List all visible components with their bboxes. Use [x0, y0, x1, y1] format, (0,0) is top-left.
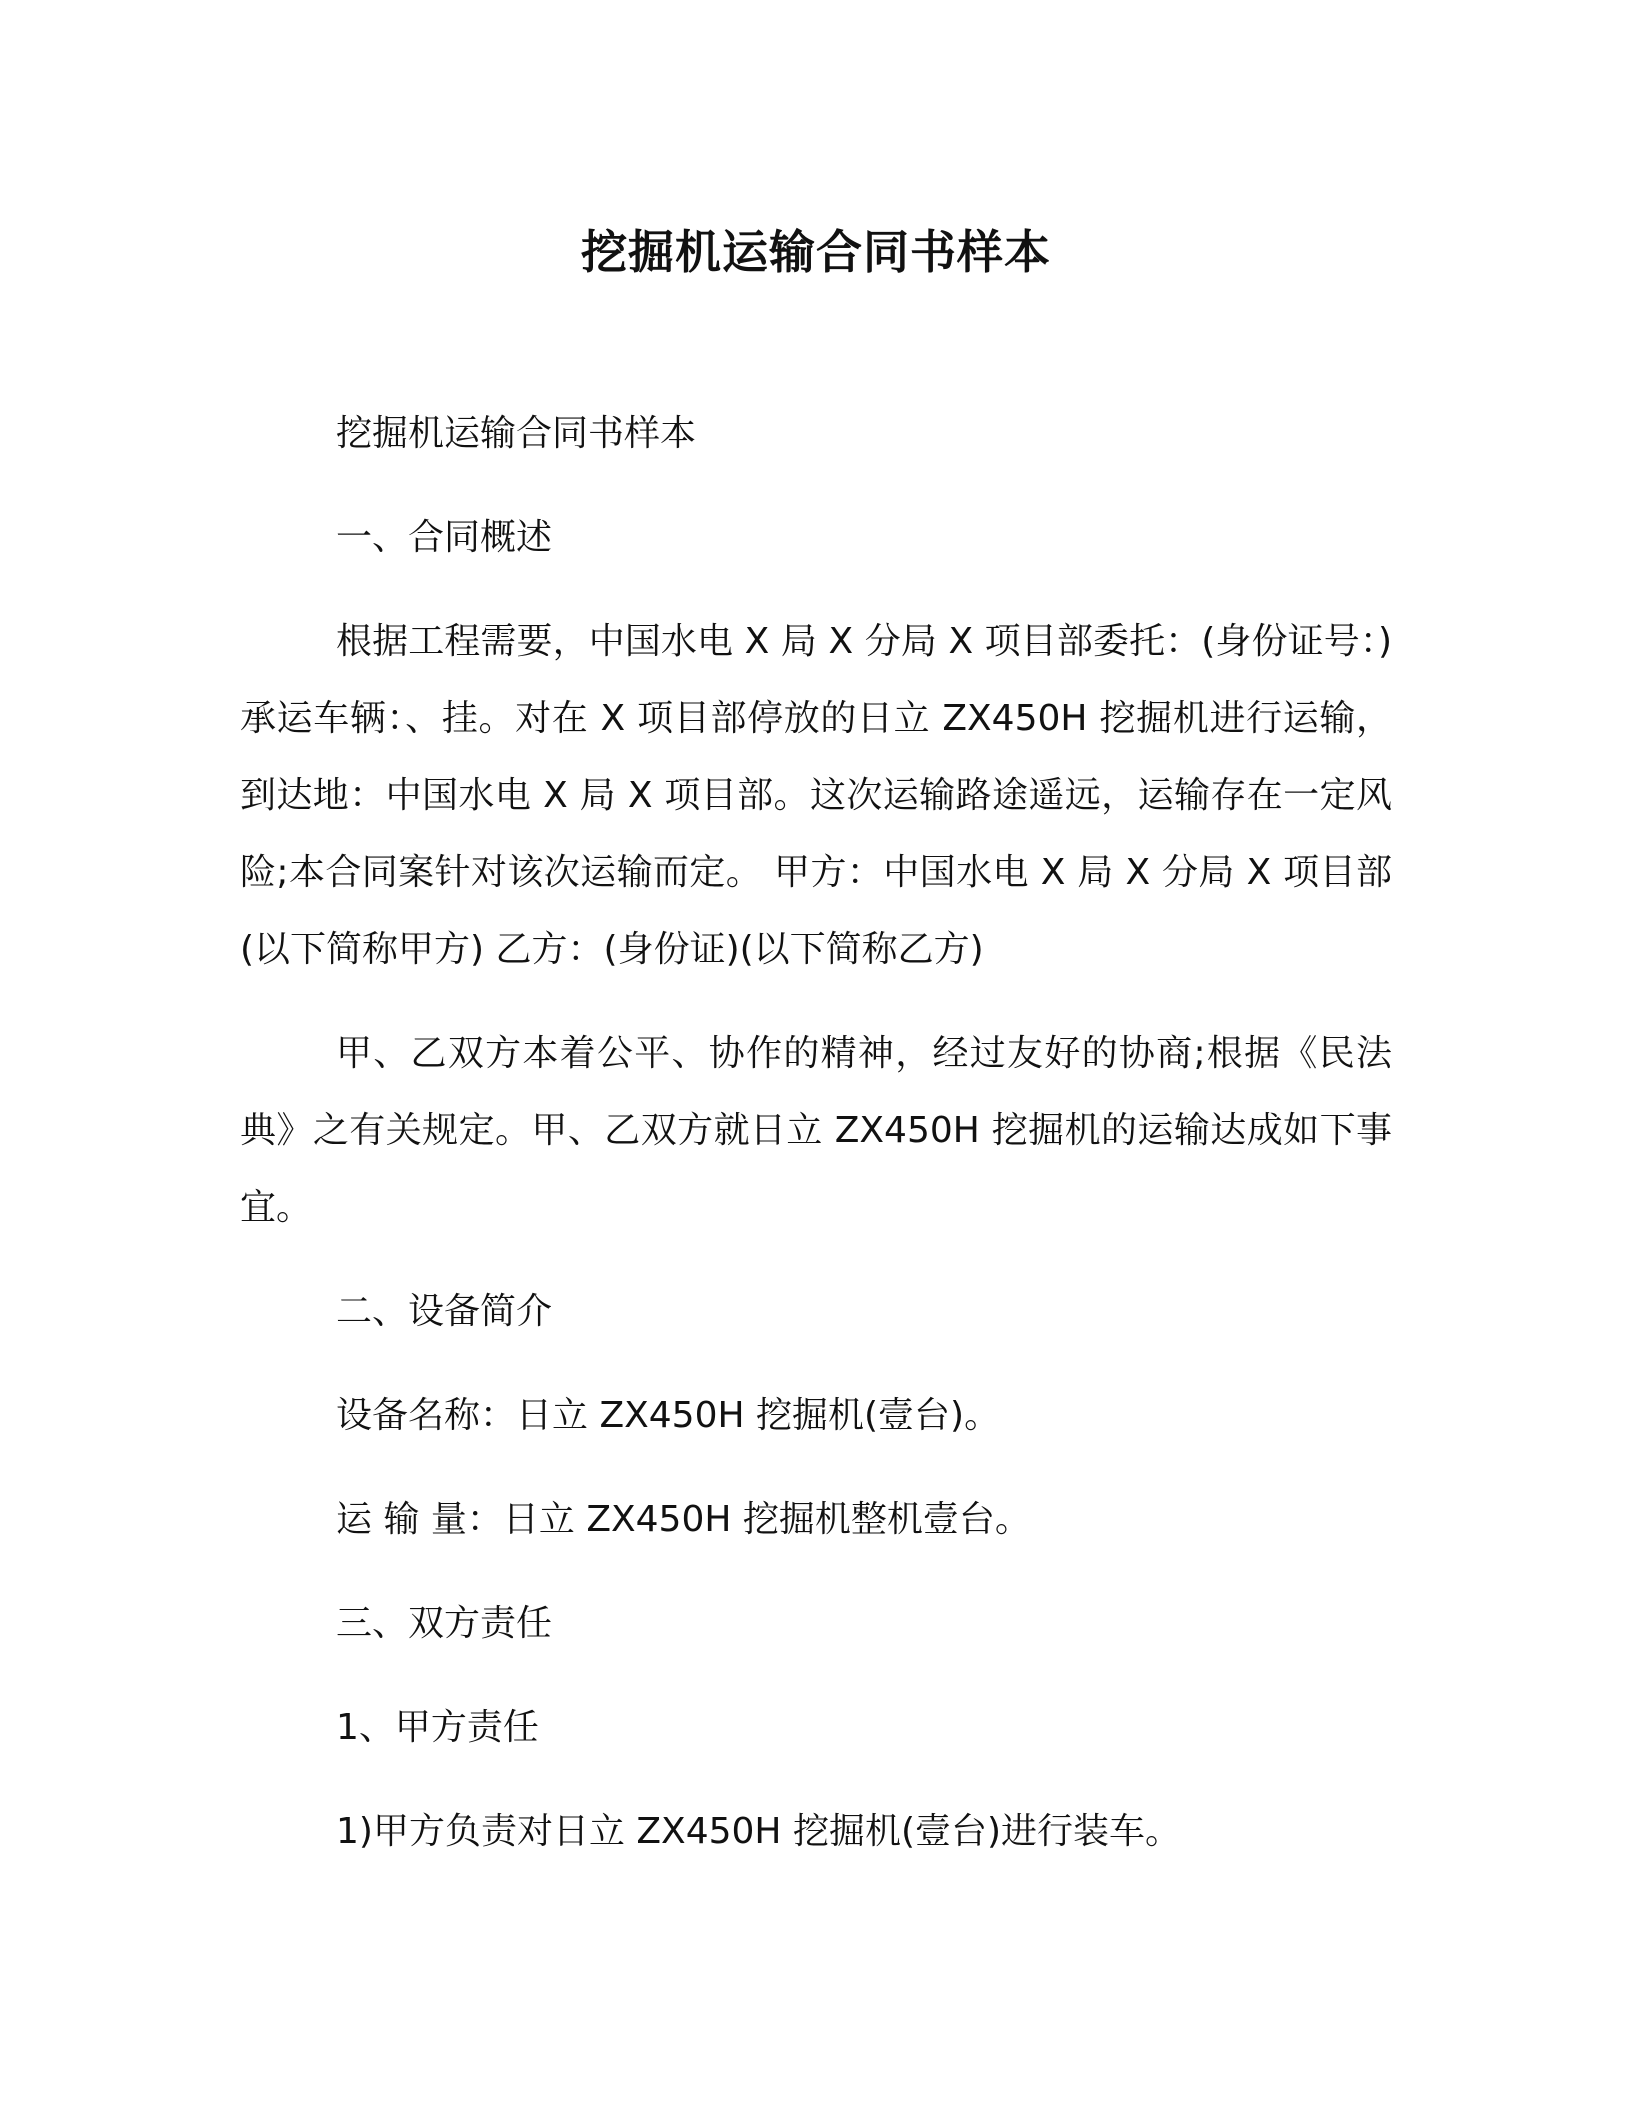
equipment-name-paragraph: 设备名称：日立 ZX450H 挖掘机(壹台)。	[336, 1395, 1001, 1436]
section-heading-responsibilities: 三、双方责任	[336, 1603, 553, 1644]
section-heading-overview: 一、合同概述	[336, 517, 553, 558]
overview-paragraph: 根据工程需要，中国水电 X 局 X 分局 X 项目部委托：(身份证号：)承运车辆：、挂。对在 X 项目部停放的日立 ZX450H 挖掘机进行运输，到达地：中国水电 X 局 X 项目部。这次运输路途遥远，运输存在一定风险;本合同案针对该次运输而定。 甲方：中国水电 X 局 X 分局 X 项目部(以下简称甲方) 乙方：(身份证)(以下简称乙方)	[240, 621, 1392, 970]
section-heading-equipment: 二、设备简介	[336, 1291, 553, 1332]
agreement-paragraph: 甲、乙双方本着公平、协作的精神，经过友好的协商;根据《民法典》之有关规定。甲、乙双方就日立 ZX450H 挖掘机的运输达成如下事宜。	[240, 1033, 1392, 1228]
document-title: 挖掘机运输合同书样本	[581, 225, 1051, 279]
document-body	[240, 395, 1392, 1897]
subtitle-paragraph: 挖掘机运输合同书样本	[336, 413, 697, 454]
party-a-item-1: 1)甲方负责对日立 ZX450H 挖掘机(壹台)进行装车。	[336, 1811, 1182, 1852]
subheading-party-a: 1、甲方责任	[336, 1707, 539, 1748]
transport-volume-paragraph: 运 输 量：日立 ZX450H 挖掘机整机壹台。	[336, 1499, 1031, 1540]
